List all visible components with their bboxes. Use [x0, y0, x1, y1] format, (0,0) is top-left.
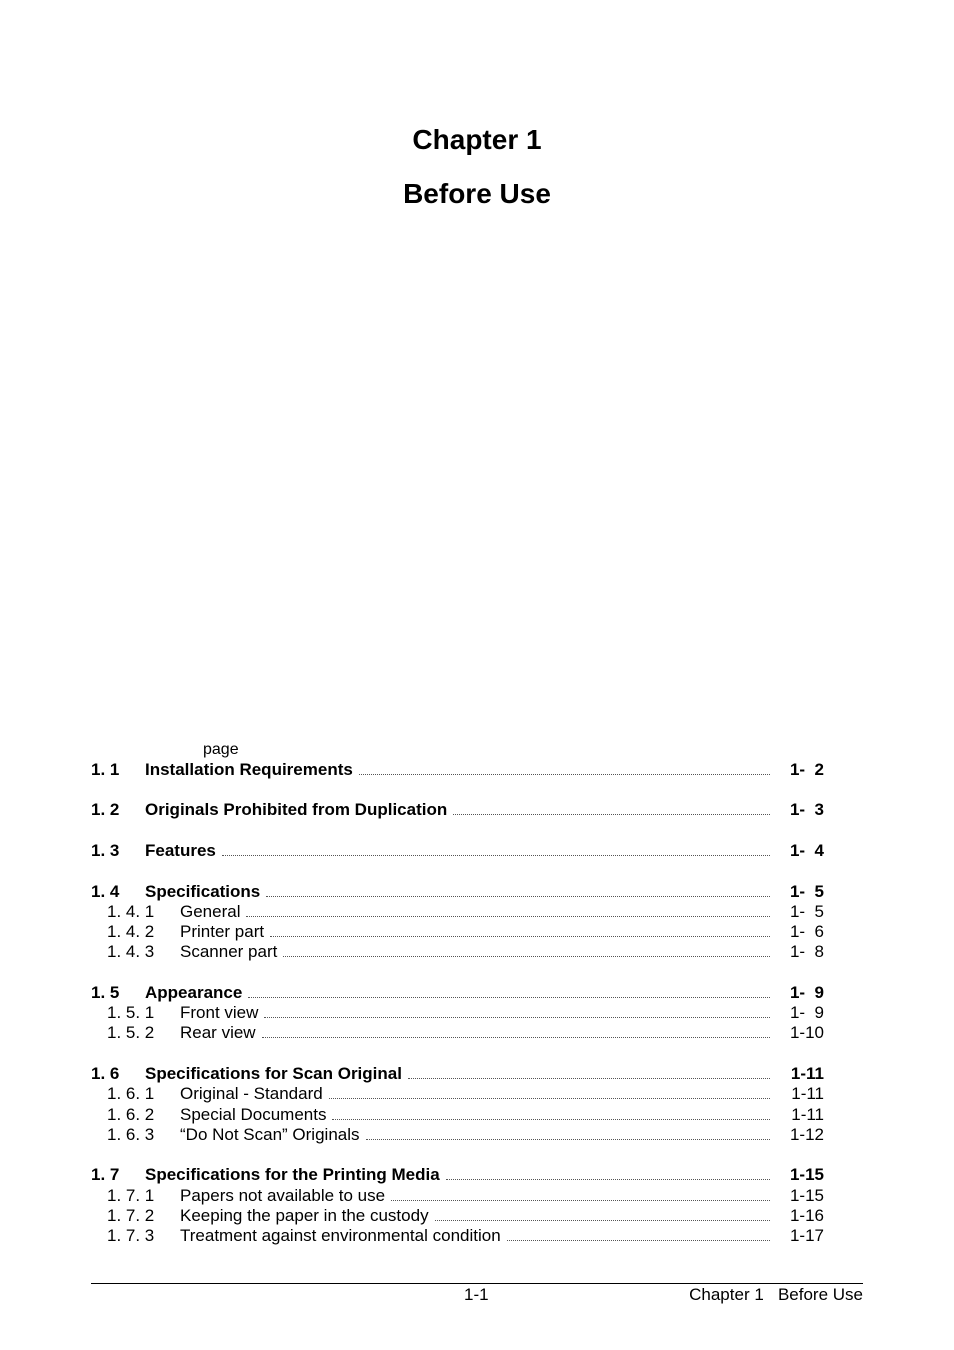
toc-entry-number: 1. 4. 3	[107, 942, 155, 961]
toc-entry-page: 1- 9	[789, 1003, 824, 1022]
toc-entry-page: 1-10	[789, 1023, 824, 1042]
toc-entry-page: 1-16	[789, 1206, 824, 1225]
toc-entry-page: 1- 5	[789, 882, 824, 901]
toc-leader-dots	[366, 1139, 770, 1140]
chapter-title: Before Use	[403, 178, 551, 209]
toc-entry-page: 1-12	[789, 1125, 824, 1144]
toc-entry-page: 1- 3	[789, 800, 824, 819]
toc-entry-title: Features	[145, 841, 216, 860]
toc-page-column-label: page	[203, 741, 239, 758]
toc-entry-page: 1-15	[789, 1165, 824, 1184]
toc-entry[interactable]	[0, 1064, 954, 1084]
toc-entry-number: 1. 1	[91, 760, 120, 779]
toc-entry-number: 1. 2	[91, 800, 120, 819]
toc-entry-title: “Do Not Scan” Originals	[180, 1125, 360, 1144]
toc-entry-page: 1- 8	[789, 942, 824, 961]
toc-entry-number: 1. 7. 2	[107, 1206, 155, 1225]
toc-entry[interactable]	[0, 800, 954, 820]
toc-entry-title: Specifications for Scan Original	[145, 1064, 402, 1083]
toc-entry-number: 1. 5. 1	[107, 1003, 155, 1022]
toc-leader-dots	[329, 1098, 770, 1099]
toc-entry[interactable]	[0, 1084, 954, 1104]
toc-entry-title: General	[180, 902, 241, 921]
toc-leader-dots	[359, 774, 770, 775]
toc-entry-title: Rear view	[180, 1023, 256, 1042]
toc-entry-number: 1. 5	[91, 983, 120, 1002]
toc-entry[interactable]	[0, 1023, 954, 1043]
toc-entry-title: Keeping the paper in the custody	[180, 1206, 429, 1225]
toc-entry[interactable]	[0, 841, 954, 861]
toc-entry[interactable]	[0, 1125, 954, 1145]
toc-entry-number: 1. 6. 2	[107, 1105, 155, 1124]
toc-entry[interactable]	[0, 1105, 954, 1125]
toc-leader-dots	[453, 814, 770, 815]
toc-leader-dots	[446, 1179, 770, 1180]
toc-leader-dots	[246, 916, 770, 917]
toc-entry-title: Originals Prohibited from Duplication	[145, 800, 448, 819]
toc-leader-dots	[270, 936, 770, 937]
toc-entry-page: 1-11	[791, 1105, 824, 1124]
toc-entry-page: 1-11	[791, 1084, 824, 1103]
toc-leader-dots	[391, 1200, 770, 1201]
toc-entry[interactable]	[0, 1206, 954, 1226]
toc-entry-number: 1. 4. 1	[107, 902, 155, 921]
toc-entry-number: 1. 6	[91, 1064, 120, 1083]
toc-entry-number: 1. 7	[91, 1165, 120, 1184]
footer-rule	[91, 1283, 863, 1284]
toc-leader-dots	[266, 896, 770, 897]
toc-entry[interactable]	[0, 922, 954, 942]
toc-entry-page: 1- 9	[789, 983, 824, 1002]
toc-entry-number: 1. 4	[91, 882, 120, 901]
toc-entry-number: 1. 5. 2	[107, 1023, 155, 1042]
toc-leader-dots	[408, 1078, 770, 1079]
toc-leader-dots	[222, 855, 770, 856]
toc-entry[interactable]	[0, 1165, 954, 1185]
toc-entry-title: Scanner part	[180, 942, 278, 961]
toc-entry[interactable]	[0, 1003, 954, 1023]
toc-entry-page: 1-15	[789, 1186, 824, 1205]
toc-entry-page: 1- 6	[789, 922, 824, 941]
toc-leader-dots	[262, 1037, 770, 1038]
toc-entry-title: Printer part	[180, 922, 265, 941]
toc-entry[interactable]	[0, 983, 954, 1003]
toc-entry-number: 1. 4. 2	[107, 922, 155, 941]
toc-entry-title: Specifications	[145, 882, 261, 901]
footer-chapter-title: Chapter 1 Before Use	[689, 1285, 863, 1304]
toc-entry[interactable]	[0, 882, 954, 902]
toc-entry-page: 1-17	[789, 1226, 824, 1245]
toc-leader-dots	[248, 997, 770, 998]
toc-entry-title: Original - Standard	[180, 1084, 323, 1103]
toc-leader-dots	[507, 1240, 770, 1241]
toc-entry[interactable]	[0, 902, 954, 922]
toc-entry[interactable]	[0, 1226, 954, 1246]
toc-entry-page: 1- 2	[789, 760, 824, 779]
toc-entry[interactable]	[0, 760, 954, 780]
toc-entry-number: 1. 7. 1	[107, 1186, 155, 1205]
toc-entry-title: Installation Requirements	[145, 760, 353, 779]
toc-entry-number: 1. 6. 1	[107, 1084, 155, 1103]
toc-entry-number: 1. 3	[91, 841, 120, 860]
toc-entry-title: Specifications for the Printing Media	[145, 1165, 440, 1184]
footer-page-number: 1-1	[464, 1285, 489, 1304]
toc-leader-dots	[332, 1119, 770, 1120]
chapter-number: Chapter 1	[412, 124, 542, 155]
toc-leader-dots	[435, 1220, 770, 1221]
toc-entry-number: 1. 6. 3	[107, 1125, 155, 1144]
toc-entry[interactable]	[0, 1186, 954, 1206]
toc-entry-title: Special Documents	[180, 1105, 327, 1124]
toc-leader-dots	[283, 956, 770, 957]
toc-entry-page: 1- 4	[789, 841, 824, 860]
toc-leader-dots	[264, 1017, 770, 1018]
toc-entry-title: Front view	[180, 1003, 259, 1022]
toc-entry[interactable]	[0, 942, 954, 962]
toc-entry-page: 1- 5	[789, 902, 824, 921]
toc-entry-title: Treatment against environmental condition	[180, 1226, 501, 1245]
toc-entry-number: 1. 7. 3	[107, 1226, 155, 1245]
toc-entry-title: Appearance	[145, 983, 243, 1002]
toc-entry-page: 1-11	[790, 1064, 824, 1083]
toc-entry-title: Papers not available to use	[180, 1186, 386, 1205]
